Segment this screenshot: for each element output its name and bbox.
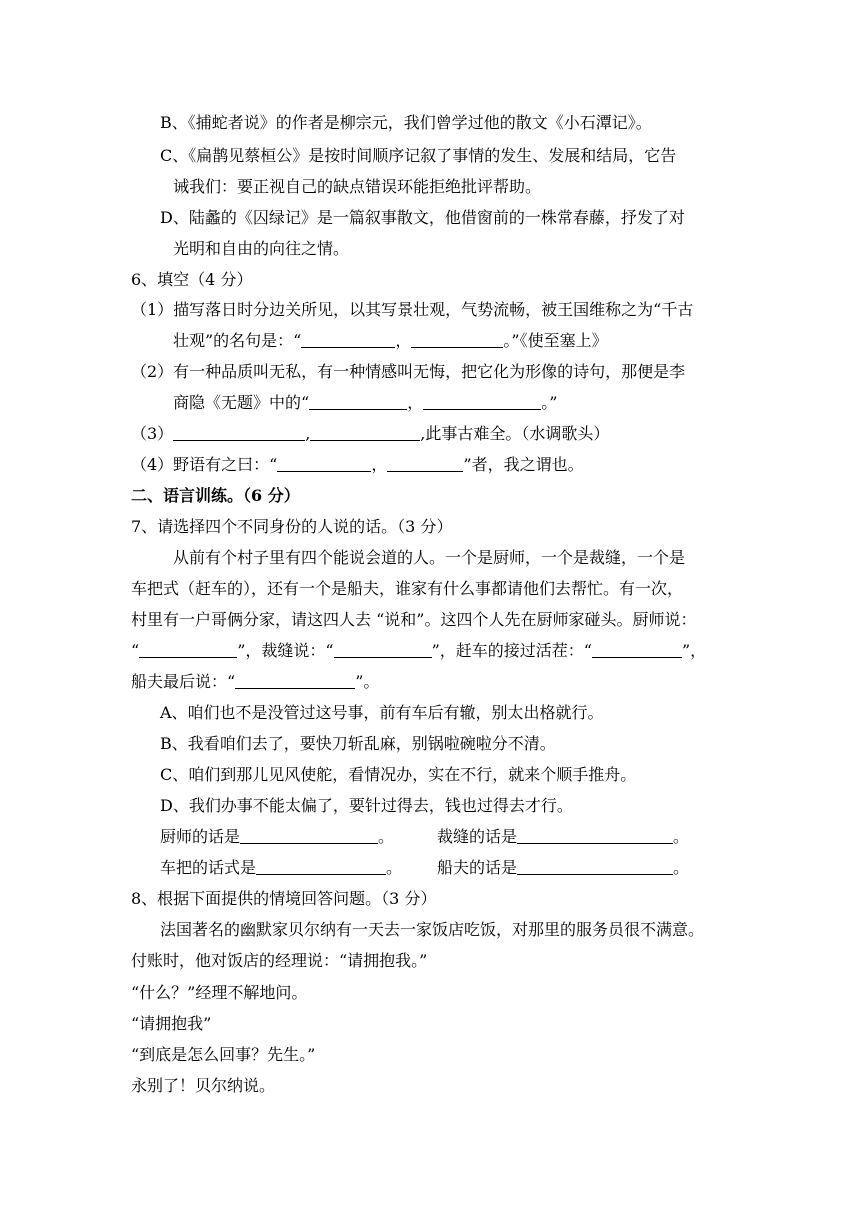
q7-answer-chef-label: 厨师的话是 <box>160 827 241 846</box>
q7-answer-driver <box>160 858 402 880</box>
q8-dialogue-line1: “什么？”经理不解地问。 <box>131 983 308 1002</box>
q6-item2-comma: ， <box>407 393 424 412</box>
q5-option-d-line2: 光明和自由的向往之情。 <box>173 239 350 258</box>
q7-paragraph-line1: 从前有个村子里有四个能说会道的人。一个是厨师，一个是裁缝，一个是 <box>173 548 686 567</box>
q8-dialogue-line4: 永别了！贝尔纳说。 <box>131 1076 276 1095</box>
q5-option-b: B、《捕蛇者说》的作者是柳宗元，我们曾学过他的散文《小石潭记》。 <box>160 113 652 132</box>
q7-answer-tailor-blank[interactable] <box>517 827 673 844</box>
q7-quote-open: “ <box>131 641 140 660</box>
q7-answer-tailor-label: 裁缝的话是 <box>437 827 518 846</box>
q7-answer-boatman-blank[interactable] <box>517 858 673 875</box>
q6-item3-blank1[interactable] <box>173 424 305 441</box>
q7-tailor-quote-blank[interactable] <box>334 641 432 658</box>
q7-boatman-intro: 船夫最后说：“ <box>131 672 236 691</box>
q6-item3-suffix: ,此事古难全。（水调歌头） <box>420 424 610 443</box>
q5-option-d-line1: D、陆蠡的《囚绿记》是一篇叙事散文，他借窗前的一株常春藤，抒发了对 <box>160 208 685 227</box>
q7-answer-chef-period: 。 <box>378 827 395 846</box>
q7-boatman-quote-blank[interactable] <box>235 672 355 689</box>
q7-option-c: C、咱们到那儿见风使舵，看情况办，实在不行，就来个顺手推舟。 <box>160 765 637 784</box>
q7-answer-driver-blank[interactable] <box>256 858 386 875</box>
q6-item4-blank1[interactable] <box>277 455 371 472</box>
q7-quote-close: ”， <box>681 641 707 660</box>
q7-answer-tailor-period: 。 <box>673 827 690 846</box>
q8-paragraph-line1: 法国著名的幽默家贝尔纳有一天去一家饭店吃饭，对那里的服务员很不满意。 <box>160 920 705 939</box>
q7-answer-chef-blank[interactable] <box>240 827 378 844</box>
q8-paragraph-line2: 付账时，他对饭店的经理说：“请拥抱我。” <box>131 951 428 970</box>
q8-dialogue-line3: “到底是怎么回事？先生。” <box>131 1045 316 1064</box>
q7-option-b: B、我看咱们去了，要快刀斩乱麻，别锅啦碗啦分不清。 <box>160 734 556 753</box>
q6-item4-comma: ， <box>371 455 388 474</box>
q5-option-c-line2: 诫我们：要正视自己的缺点错误环能拒绝批评帮助。 <box>173 177 542 196</box>
q6-item4 <box>131 455 584 477</box>
q7-option-a: A、咱们也不是没管过这号事，前有车后有辙，别太出格就行。 <box>160 703 604 722</box>
q7-answer-boatman-label: 船夫的话是 <box>437 858 518 877</box>
q6-item2-blank1[interactable] <box>309 393 407 410</box>
q7-driver-intro: ”，赶车的接过活茬：“ <box>431 641 592 660</box>
q6-item2-prefix: 商隐《无题》中的“ <box>173 393 310 412</box>
q7-option-d: D、我们办事不能太偏了，要针过得去，钱也过得去才行。 <box>160 796 573 815</box>
q8-dialogue-line2: “请拥抱我” <box>131 1014 212 1033</box>
q6-item1-suffix: 。”《使至塞上》 <box>503 331 608 350</box>
q6-item2-blank2[interactable] <box>423 393 541 410</box>
q7-answer-boatman-period: 。 <box>673 858 690 877</box>
q6-item4-blank2[interactable] <box>387 455 463 472</box>
q7-paragraph-line4 <box>131 641 706 663</box>
q7-driver-quote-blank[interactable] <box>592 641 682 658</box>
section2-title: 二、语言训练。（6 分） <box>131 486 300 505</box>
q6-item3 <box>131 424 609 446</box>
q6-item1-blank1[interactable] <box>301 331 395 348</box>
q6-item1-line2 <box>173 331 608 353</box>
q6-item3-comma: , <box>305 424 311 443</box>
q8-title: 8、根据下面提供的情境回答问题。（3 分） <box>131 889 437 908</box>
q6-item4-prefix: （4）野语有之曰：“ <box>131 455 278 474</box>
q6-item2-suffix: 。” <box>541 393 558 412</box>
q7-answer-driver-period: 。 <box>386 858 403 877</box>
q7-boatman-close: ”。 <box>355 672 380 691</box>
q6-item1-prefix: 壮观”的名句是：“ <box>173 331 302 350</box>
q7-chef-quote-blank[interactable] <box>139 641 237 658</box>
q6-item1-comma: ， <box>395 331 412 350</box>
q7-tailor-intro: ”，裁缝说：“ <box>237 641 334 660</box>
q6-item2-line1: （2）有一种品质叫无私，有一种情感叫无悔，把它化为形像的诗句，那便是李 <box>131 362 686 381</box>
q6-item3-prefix: （3） <box>131 424 174 443</box>
q6-item3-blank2[interactable] <box>310 424 420 441</box>
q5-option-c-line1: C、《扁鹊见蔡桓公》是按时间顺序记叙了事情的发生、发展和结局，它告 <box>160 146 677 165</box>
q7-paragraph-line2: 车把式（赶车的），还有一个是船夫，谁家有什么事都请他们去帮忙。有一次， <box>131 579 684 598</box>
q7-title: 7、请选择四个不同身份的人说的话。（3 分） <box>131 517 453 536</box>
q6-item1-blank2[interactable] <box>411 331 503 348</box>
q6-item1-line1: （1）描写落日时分边关所见，以其写景壮观，气势流畅，被王国维称之为“千古 <box>131 300 694 319</box>
q6-item4-suffix: ”者，我之谓也。 <box>463 455 584 474</box>
q7-answer-boatman <box>437 858 689 880</box>
q7-answer-chef <box>160 827 394 849</box>
q6-item2-line2 <box>173 393 557 415</box>
q7-answer-driver-label: 车把的话式是 <box>160 858 257 877</box>
q7-answer-tailor <box>437 827 689 849</box>
q7-paragraph-line3: 村里有一户哥俩分家，请这四人去 “说和”。这四个人先在厨师家碰头。厨师说： <box>131 610 697 629</box>
q7-paragraph-line5 <box>131 672 379 694</box>
q6-title: 6、填空（4 分） <box>131 270 253 289</box>
